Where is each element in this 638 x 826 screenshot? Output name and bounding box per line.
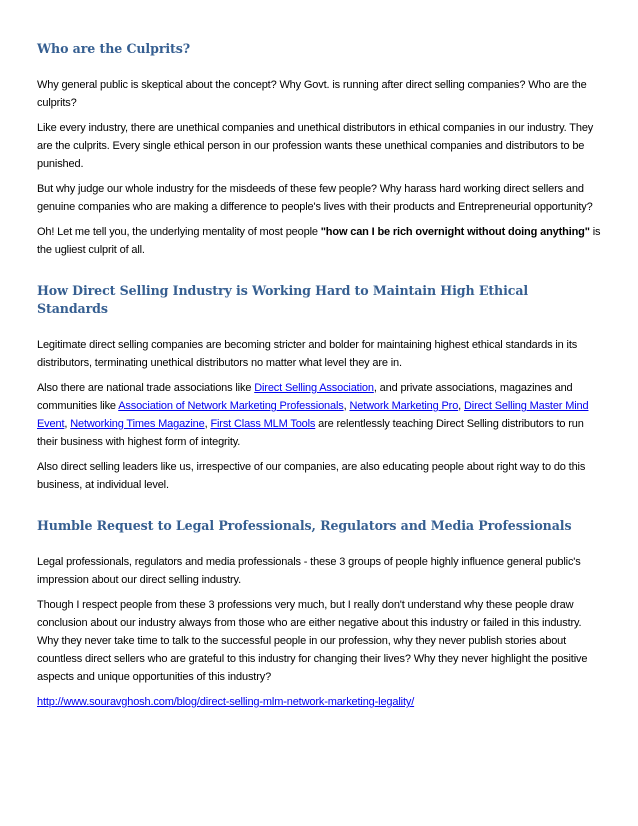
- text-run: is the ugliest culprit of all.: [37, 226, 601, 256]
- link-anmp[interactable]: Association of Network Marketing Professionals: [118, 400, 344, 412]
- link-master-mind-event[interactable]: Direct Selling Master Mind Event: [37, 400, 589, 430]
- text-run: ,: [64, 418, 71, 430]
- document-page: [37, 40, 603, 711]
- text-run: , and private associations, magazines and communities like: [37, 382, 573, 412]
- source-link[interactable]: http://www.souravghosh.com/blog/direct-selling-mlm-network-marketing-legality/: [37, 696, 415, 708]
- paragraph: Also direct selling leaders like us, irrespective of our companies, are also educating people about right way to do this business, at individual level.: [37, 461, 586, 491]
- section-heading-humble-request: Humble Request to Legal Professionals, Regulators and Media Professionals: [37, 518, 572, 533]
- paragraph: Legitimate direct selling companies are becoming stricter and bolder for maintaining highest ethical standards in its distributors, terminating unethical distributors no matter what level they are in.: [37, 339, 578, 369]
- text-run: ,: [343, 400, 350, 412]
- text-run: Oh! Let me tell you, the underlying mentality of most people: [37, 226, 321, 238]
- link-network-marketing-pro[interactable]: Network Marketing Pro: [349, 400, 459, 412]
- paragraph: [37, 379, 603, 451]
- text-run: Also there are national trade associations like: [37, 382, 255, 394]
- paragraph: Like every industry, there are unethical companies and unethical distributors in ethical companies in our industry. They are the culprits. Every single ethical person in our profession wants these unethical companies and distributors to be punished.: [37, 122, 594, 170]
- link-first-class-mlm-tools[interactable]: First Class MLM Tools: [210, 418, 316, 430]
- link-direct-selling-association[interactable]: Direct Selling Association: [254, 382, 374, 394]
- section-heading-culprits: Who are the Culprits?: [37, 41, 191, 56]
- paragraph: [37, 693, 603, 711]
- paragraph: Legal professionals, regulators and media professionals - these 3 groups of people highly influence general public's impression about our direct selling industry.: [37, 556, 581, 586]
- link-networking-times[interactable]: Networking Times Magazine: [70, 418, 205, 430]
- section-heading-ethical-standards: How Direct Selling Industry is Working Hard to Maintain High Ethical Standards: [37, 283, 529, 316]
- text-run: are relentlessly teaching Direct Selling distributors to run their business with highest form of integrity.: [37, 418, 584, 448]
- text-run: ,: [204, 418, 211, 430]
- paragraph: But why judge our whole industry for the misdeeds of these few people? Why harass hard working direct sellers and genuine companies who are making a difference to people's lives with their products and Entrepreneurial opportunity?: [37, 183, 593, 213]
- paragraph: Why general public is skeptical about the concept? Why Govt. is running after direct selling companies? Who are the culprits?: [37, 79, 587, 109]
- text-run: ,: [458, 400, 464, 412]
- bold-quote: "how can I be rich overnight without doing anything": [320, 226, 590, 238]
- paragraph: Though I respect people from these 3 professions very much, but I really don't understand why these people draw conclusion about our industry always from those who are either negative about this industry or failed in this industry. Why they never take time to talk to the successful people in our profession, why they never publish stories about countless direct sellers who are grateful to this industry for changing their lives? Why they never highlight the positive aspects and unique opportunities of this industry?: [37, 599, 588, 683]
- paragraph: [37, 223, 603, 259]
